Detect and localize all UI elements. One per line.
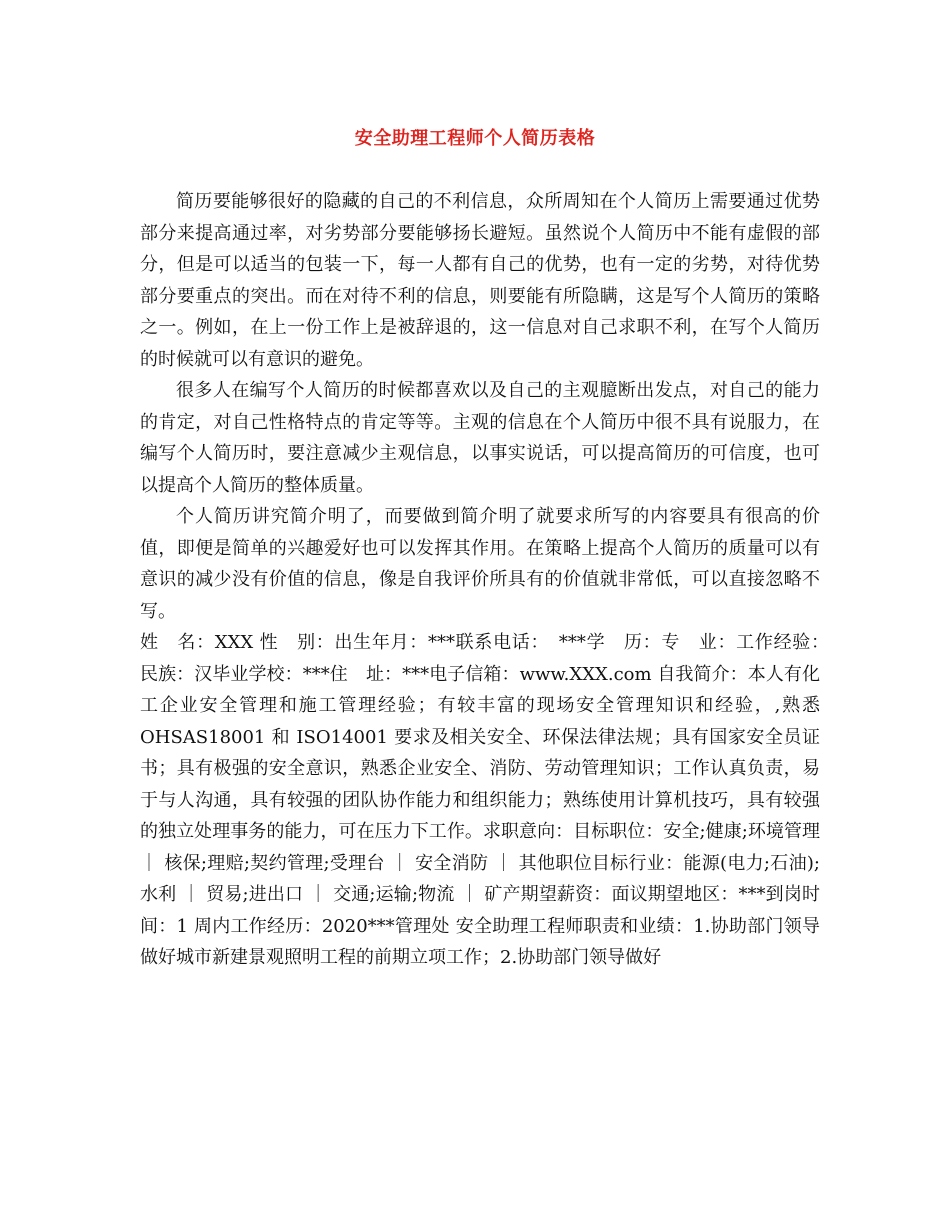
- paragraph-2: 很多人在编写个人简历的时候都喜欢以及自己的主观臆断出发点，对自己的能力的肯定，对自己性格特点的肯定等等。主观的信息在个人简历中很不具有说服力，在编写个人简历时，要注意减少主观信息，以事实说话，可以提高简历的可信度，也可以提高个人简历的整体质量。: [140, 380, 820, 496]
- document-body: [140, 186, 838, 974]
- resume-details: 姓 名：XXX 性 别：出生年月：***联系电话： ***学 历：专 业：工作经验： 民族：汉毕业学校：***住 址：***电子信箱：www.XXX.com 自我简介：本人有化工企业安全管理和施工管理经验；有较丰富的现场安全管理知识和经验，,熟悉 OHSAS18001 和 ISO14001 要求及相关安全、环保法律法规；具有国家安全员证书；具有极强的安全意识，熟悉企业安全、消防、劳动管理知识；工作认真负责，易于与人沟通，具有较强的团队协作能力和组织能力；熟练使用计算机技巧，具有较强的独立处理事务的能力，可在压力下工作。求职意向：目标职位：安全;健康;环境管理 ｜ 核保;理赔;契约管理;受理台 ｜ 安全消防 ｜ 其他职位目标行业：能源(电力;石油);水利 ｜ 贸易;进出口 ｜ 交通;运输;物流 ｜ 矿产期望薪资：面议期望地区：***到岗时间：1 周内工作经历：2020***管理处 安全助理工程师职责和业绩：1.协助部门领导做好城市新建景观照明工程的前期立项工作；2.协助部门领导做好: [140, 632, 838, 968]
- paragraph-1: 简历要能够很好的隐藏的自己的不利信息，众所周知在个人简历上需要通过优势部分来提高通过率，对劣势部分要能够扬长避短。虽然说个人简历中不能有虚假的部分，但是可以适当的包装一下，每一人都有自己的优势，也有一定的劣势，对待优势部分要重点的突出。而在对待不利的信息，则要能有所隐瞒，这是写个人简历的策略之一。例如，在上一份工作上是被辞退的，这一信息对自己求职不利，在写个人简历的时候就可以有意识的避免。: [140, 191, 820, 370]
- paragraph-3: 个人简历讲究简介明了，而要做到简介明了就要求所写的内容要具有很高的价值，即便是简单的兴趣爱好也可以发挥其作用。在策略上提高个人简历的质量可以有意识的减少没有价值的信息，像是自我评价所具有的价值就非常低，可以直接忽略不写。: [140, 506, 820, 622]
- document-title: 安全助理工程师个人简历表格: [354, 128, 596, 149]
